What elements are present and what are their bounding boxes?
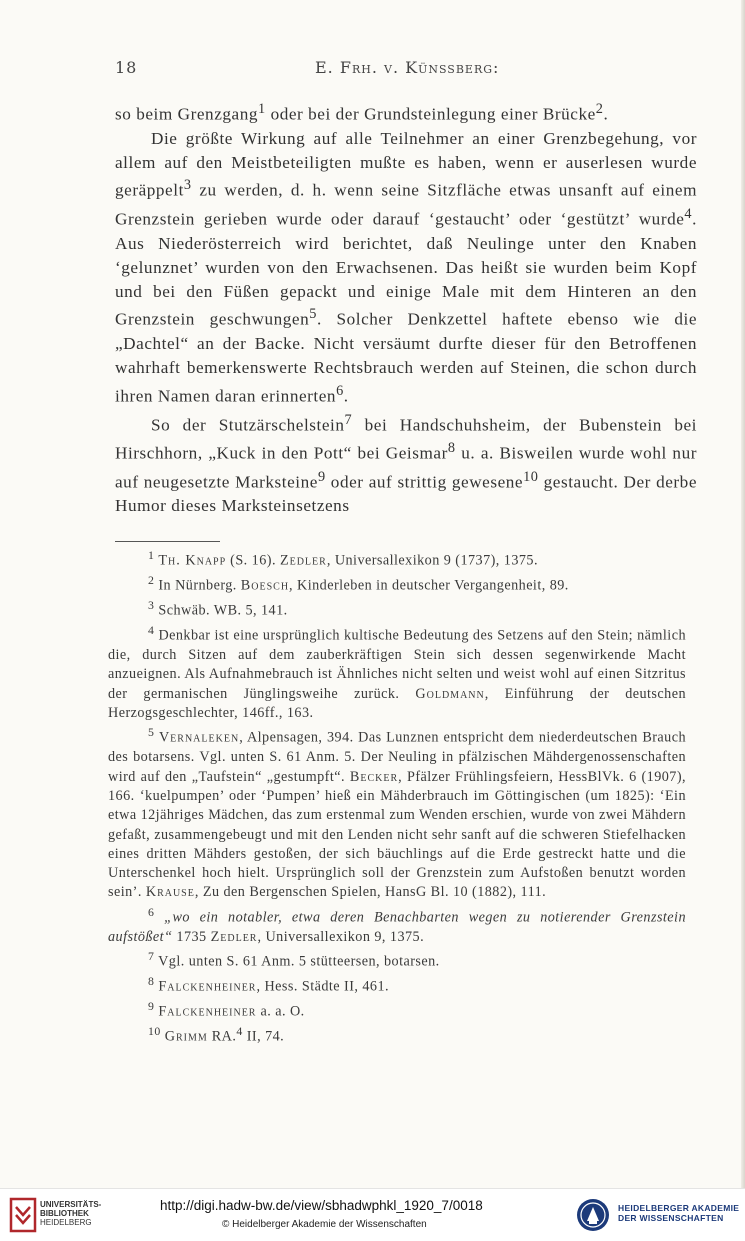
author-name: Zedler: [210, 928, 258, 945]
author-name: Falckenheiner: [158, 1003, 257, 1020]
text-run: bei Handschuhsheim, der Bubenstein bei Hirschhorn, „Kuck in den Pott“ bei Geismar: [115, 415, 698, 463]
author-name: Becker: [349, 768, 399, 785]
paragraph-3: [115, 409, 697, 519]
text-run: In Nürnberg.: [154, 577, 241, 594]
permalink-url[interactable]: http://digi.hadw-bw.de/view/sbhadwphkl_1920_7/0018: [160, 1198, 483, 1213]
text-run: , Alpensagen, 394. Das Lunznen entspricht dem niederdeutschen Brauch des botarsens. Vgl. unten S. 61 Anm. 5. Der Neuling in pfälzischen Mähdergenossenschaften wird auf den „Taufstein“ „gestumpft“.: [108, 730, 686, 785]
footnote-ref-9: 9: [317, 468, 326, 485]
text-run: , Zu den Bergenschen Spielen, HansG Bl. 10 (1882), 111.: [194, 884, 547, 901]
author-name: Zedler: [279, 552, 327, 569]
text-run: , Kinderleben in deutscher Vergangenheit, 89.: [289, 577, 569, 594]
text-run: . Aus Niederösterreich wird berichtet, daß Neulinge unter den Knaben ‘gelunznet’ wurden von den Erwachsenen. Das heißt sie wurden beim Kopf und bei den Füßen gepackt und einige Male mit dem Hinteren an den Grenzstein geschwungen: [115, 209, 697, 330]
text-run: , Universallexikon 9 (1737), 1375.: [326, 552, 538, 569]
footnote-7: [108, 947, 686, 972]
footnote-2: [108, 571, 686, 596]
academy-seal-icon[interactable]: [575, 1197, 611, 1233]
author-name: Vernaleken: [158, 730, 240, 747]
footnote-ref-8: 8: [447, 440, 456, 457]
page-number: 18: [115, 58, 138, 77]
footnote-number: 3: [148, 598, 155, 613]
academy-name[interactable]: [618, 1203, 739, 1223]
text-run: Die größte Wirkung auf alle Teilnehmer an einer Grenzbegehung, vor allem auf den Meistbeteiligten mußte es haben, wenn er auserlesen wurde geräppelt: [115, 128, 697, 201]
text-run: a. a. O.: [256, 1003, 305, 1020]
text-run: So der Stutzärschelstein: [151, 415, 345, 435]
text-run: (S. 16).: [226, 552, 280, 569]
text-run: , Pfälzer Frühlingsfeiern, HessBlVk. 6 (1907), 166. ‘kuelpumpen’ oder ‘Pumpen’ hieß ein Mähderbrauch im Göttingischen (um 1825): ‘Ein etwa 12jähriges Mädchen, das zum erstenmal zum Wenden erschien, wurde von zwei Mähdern gefaßt, zusammengebeugt und mit den Lenden nicht sehr sanft auf die schweren Stiefelhacken eines dritten Mähders gestoßen, der sich bäuchlings auf die Erde gestreckt hatte und die Unterschenkel hoch hielt. Ursprünglich soll der Grenzstein zum Aufstoßen benutzt worden sein’.: [108, 768, 686, 901]
footnote-divider: [115, 541, 220, 542]
footnote-5: [108, 723, 686, 902]
library-name-line: BIBLIOTHEK: [40, 1209, 89, 1218]
footnote-number: 7: [148, 949, 155, 964]
paragraph-2: [115, 127, 697, 409]
footnote-10: [108, 1022, 686, 1047]
text-run: , Einführung der deutschen Herzogsgeschlechter, 146ff., 163.: [108, 685, 686, 722]
text-run: II, 74.: [242, 1028, 285, 1045]
footnote-number: 10: [148, 1024, 161, 1039]
author-name: Falckenheiner: [158, 978, 257, 995]
footnote-number: 6: [148, 904, 155, 919]
footnote-number: 5: [148, 725, 155, 740]
viewer-footer: [0, 1188, 745, 1241]
footnote-ref-2: 2: [595, 101, 604, 117]
footnote-8: [108, 972, 686, 997]
page-edge-shadow: [741, 0, 745, 1188]
text-run: Vgl. unten S. 61 Anm. 5 stütteersen, botarsen.: [154, 953, 440, 970]
footnote-ref-10: 10: [523, 468, 539, 485]
text-run: gestaucht. Der derbe Humor dieses Marksteinsetzens: [115, 472, 697, 516]
author-name: Krause: [145, 884, 195, 901]
footnote-4: [108, 621, 686, 723]
text-run: .: [343, 386, 349, 406]
library-name-line: UNIVERSITÄTS-: [40, 1200, 102, 1209]
paragraph-1: [115, 98, 697, 127]
text-run: RA.: [207, 1028, 237, 1045]
footnote-ref-5: 5: [309, 306, 317, 323]
text-run: , Universallexikon 9, 1375.: [257, 928, 425, 945]
text-run: oder bei der Grundsteinlegung einer Brücke: [265, 104, 596, 124]
footnote-number: 2: [148, 573, 155, 588]
author-name: Goldmann: [415, 685, 485, 702]
text-run: oder auf strittig gewesene: [325, 472, 524, 492]
text-run: so beim Grenzgang: [115, 104, 258, 124]
footnote-ref-4: 4: [684, 206, 693, 223]
footnote-ref-6: 6: [336, 382, 344, 399]
text-run: u. a. Bisweilen wurde wohl nur auf neugesetzte Marksteine: [115, 443, 697, 492]
footnote-ref-3: 3: [183, 177, 192, 194]
footnote-number: 9: [148, 999, 155, 1014]
academy-name-line: HEIDELBERGER AKADEMIE: [618, 1203, 740, 1213]
university-library-name[interactable]: [40, 1200, 101, 1227]
footnote-3: [108, 596, 686, 621]
footnote-number: 4: [148, 623, 155, 638]
footnote-number: 1: [148, 548, 155, 562]
footnotes: [108, 546, 686, 1047]
text-run: zu werden, d. h. wenn seine Sitzfläche etwas unsanft auf einem Grenzstein gerieben wurde oder darauf ‘gestaucht’ oder ‘gestützt’ wurde: [115, 181, 697, 229]
main-text: [115, 98, 697, 518]
edition-superscript: 4: [236, 1024, 243, 1039]
footnote-ref-7: 7: [344, 411, 353, 428]
text-run: Denkbar ist eine ursprünglich kultische Bedeutung des Setzens auf den Stein; nämlich die, durch Sitzen auf dem zauberkräftigen Stein sich dessen segenwirkende Macht anzueignen. Als Aufnahmebrauch ist Ähnliches nicht selten und weist wohl auf einen Sitzritus der germanischen Jünglingsweihe zurück.: [108, 627, 686, 702]
text-run: .: [603, 104, 609, 124]
author-name: Th. Knapp: [158, 552, 227, 569]
author-name: Boesch: [240, 577, 290, 594]
footnote-ref-1: 1: [258, 101, 266, 117]
running-title: E. Frh. v. Künssberg:: [315, 58, 500, 77]
footnote-1: [108, 546, 686, 571]
university-library-logo-icon[interactable]: [8, 1195, 38, 1235]
author-name: Grimm: [164, 1028, 208, 1045]
text-run: Schwäb. WB. 5, 141.: [154, 602, 288, 619]
footnote-9: [108, 997, 686, 1022]
text-run: 1735: [172, 928, 211, 945]
text-run: , Hess. Städte II, 461.: [256, 978, 389, 995]
footnote-number: 8: [148, 974, 155, 989]
academy-name-line: DER WISSENSCHAFTEN: [618, 1213, 724, 1223]
copyright-notice: © Heidelberger Akademie der Wissenschaften: [222, 1219, 427, 1230]
library-name-line: HEIDELBERG: [40, 1218, 92, 1227]
text-run: . Solcher Denkzettel haftete ebenso wie die „Dachtel“ an der Backe. Nicht versäumt durfte dieser für den Betroffenen wahrhaft bemerkenswerte Rechtsbrauch werden auf Steinen, die schon durch ihren Namen daran erinnerten: [115, 310, 697, 406]
footnote-6: [108, 903, 686, 947]
quoted-text: „wo ein notabler, etwa deren Benachbarten wegen zu notierender Grenzstein aufstößet“: [108, 909, 686, 945]
